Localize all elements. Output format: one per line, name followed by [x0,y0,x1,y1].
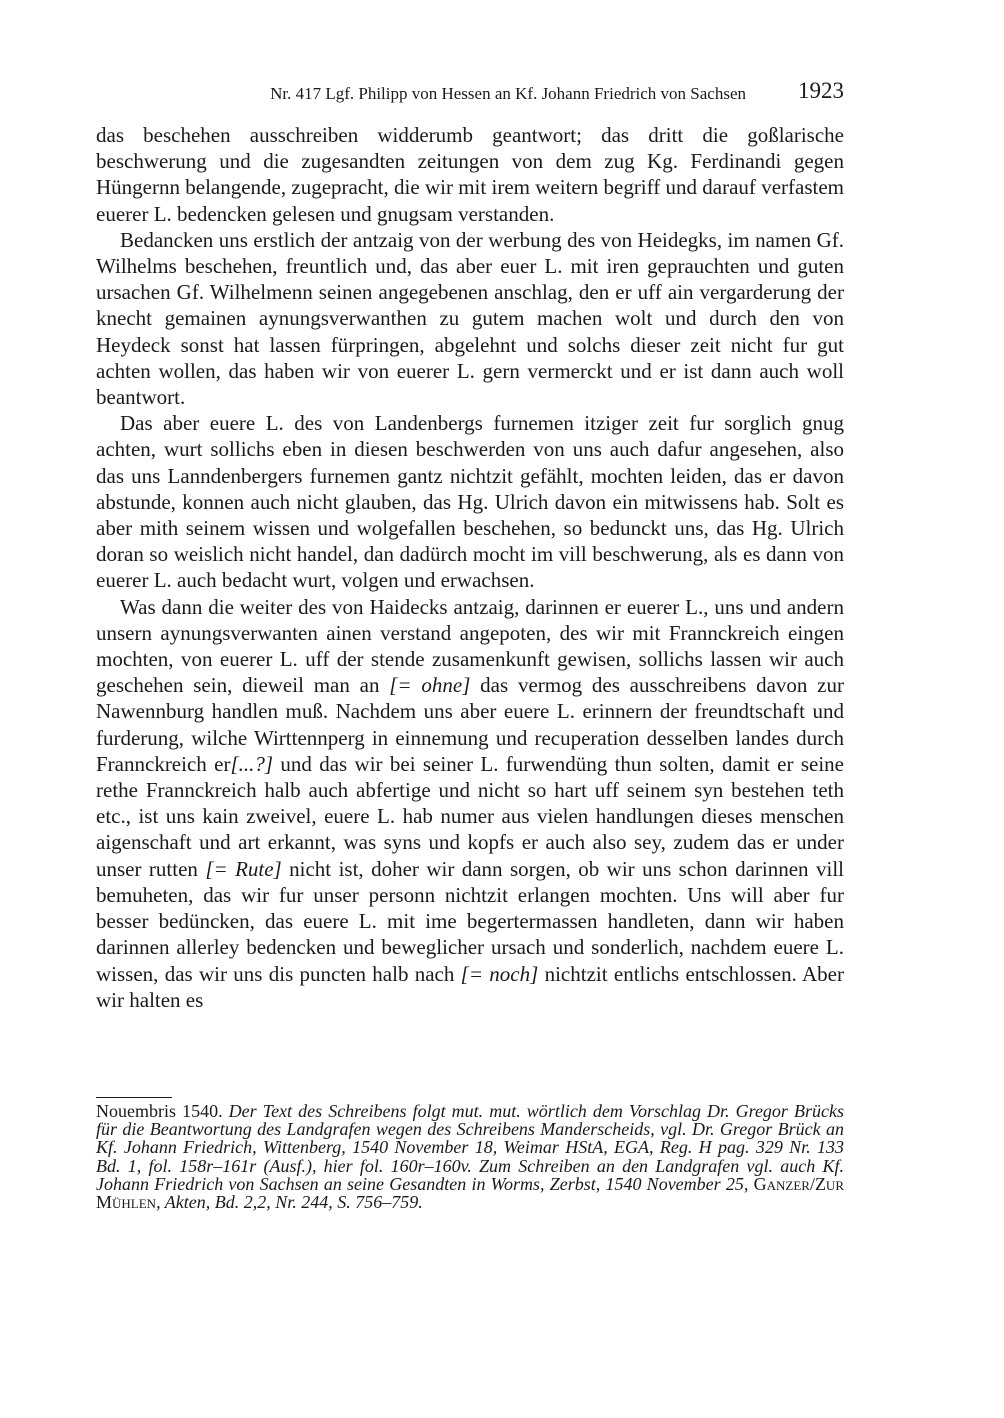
footnote [96,1102,844,1211]
footnote-italic-2: , Akten, Bd. 2,2, Nr. 244, S. 756–759. [156,1192,423,1213]
main-text [96,122,844,1013]
paragraph-4-part-b: das vermog des ausschreibens davon zur Nawennburg handlen muß. Nachdem uns aber euere L. erinnern der freundtschaft und furderung, wilche Wirttennperg in einnemung und recuperation desselben landes durch Frannckreich er [96,673,844,776]
page [96,78,844,1013]
editorial-note-rute: [= Rute] [205,856,282,881]
paragraph-3: Das aber euere L. des von Landenbergs furnemen itziger zeit fur sorglich gnug achten, wurt sollichs eben in diesen beschwerden von uns auch dafur angesehen, also das uns Lanndenbergers furnemen gantz nichtzit gefählt, mochten leiden, das er davon abstunde, konnen auch nicht glauben, das Hg. Ulrich davon ein mitwissens hab. Solt es aber mith seinem wissen und wolgefallen beschehen, so bedunckt uns, das Hg. Ulrich doran so weislich nicht handel, dan dadürch mocht im vill beschwerung, als es dann von euerer L. auch bedacht wurt, volgen und erwachsen. [96,411,844,593]
page-number: 1923 [798,78,844,103]
editorial-note-uncertain: [...?] [230,751,274,776]
footnote-lead: Nouembris 1540. [96,1101,229,1121]
paragraph-2: Bedancken uns erstlich der antzaig von der werbung des von Heidegks, im namen Gf. Wilhelms beschehen, freuntlich und, das aber euer L. mit iren geprauchten und guten ursachen Gf. Wilhelmenn seinen angegebenen anschlag, den er uff ain vergarderung der knecht gemainen aynungsverwanthen zu gutem machen wolt und durch den von Heydeck sonst hat lassen fürpringen, abgelehnt und solchs dieser zeit nicht fur gut achten wollen, das haben wir von euerer L. gern vermerckt und er ist dann auch woll beantwort. [96,227,844,410]
editorial-note-ohne: [= ohne] [389,673,471,698]
footnote-separator [96,1097,172,1098]
paragraph-4-part-a: Was dann die weiter des von Haidecks antzaig, darinnen er euerer L., uns und andern unsern aynungsverwanten ainen verstand angepoten, des wir mit Frannckreich eingen mochten, von euerer L. uff der stende zusamenkunft gewisen, sollichs lassen wir auch geschehen sein, dieweil man an [96,594,844,698]
footnote-authors: Ganzer/Zur Mühlen [96,1173,844,1213]
paragraph-4-part-c: und das wir bei seiner L. furwendüng thun solten, damit er seine rethe Frannckreich halb auch abfertige und nicht so hart uff seinem syn bestehen teth etc., ist uns kain zweivel, euere L. hab numer aus vielen handlungen dieses menschen aigenschaft und art erkannt, was syns und kopfs er auch also sey, zudem das er under unser rutten [96,751,844,881]
paragraph-4 [96,594,844,1013]
footnote-italic-1: Der Text des Schreibens folgt mut. mut. wörtlich dem Vorschlag Dr. Gregor Brücks für die Beantwortung des Landgrafen wegen des Schreibens Manderscheids, vgl. Dr. Gregor Brück an Kf. Johann Friedrich, Wittenberg, 1540 November 18, Weimar HStA, EGA, Reg. H pag. 329 Nr. 133 Bd. 1, fol. 158r–161r (Ausf.), hier fol. 160r–160v. Zum Schreiben an den Landgrafen vgl. auch Kf. Johann Friedrich von Sachsen an seine Gesandten in Worms, Zerbst, 1540 November 25, [96,1101,844,1194]
paragraph-4-part-e: nichtzit entlichs entschlossen. Aber wir halten es [96,961,844,1012]
editorial-note-noch: [= noch] [460,961,539,986]
paragraph-4-part-d: nicht ist, doher wir dann sorgen, ob wir uns schon darinnen vill bemuheten, das wir fur unser personn nichtzit erlangen mochten. Uns will aber fur besser bedüncken, das euere L. mit ime begertermassen handleten, dann wir haben darinnen allerley bedencken und beweglicher ursach und sonderlich, nachdem euere L. wissen, das wir uns dis puncten halb nach [96,856,844,986]
running-title: Nr. 417 Lgf. Philipp von Hessen an Kf. Johann Friedrich von Sachsen [270,84,746,103]
running-header [96,78,844,114]
paragraph-1: das beschehen ausschreiben widderumb geantwort; das dritt die goßlarische beschwerung und die zugesandten zeitungen von dem zug Kg. Ferdinandi gegen Hüngernn belangende, zugepracht, die wir mit irem weitern begriff und darauf verfastem euerer L. bedencken gelesen und gnugsam verstanden. [96,123,844,226]
